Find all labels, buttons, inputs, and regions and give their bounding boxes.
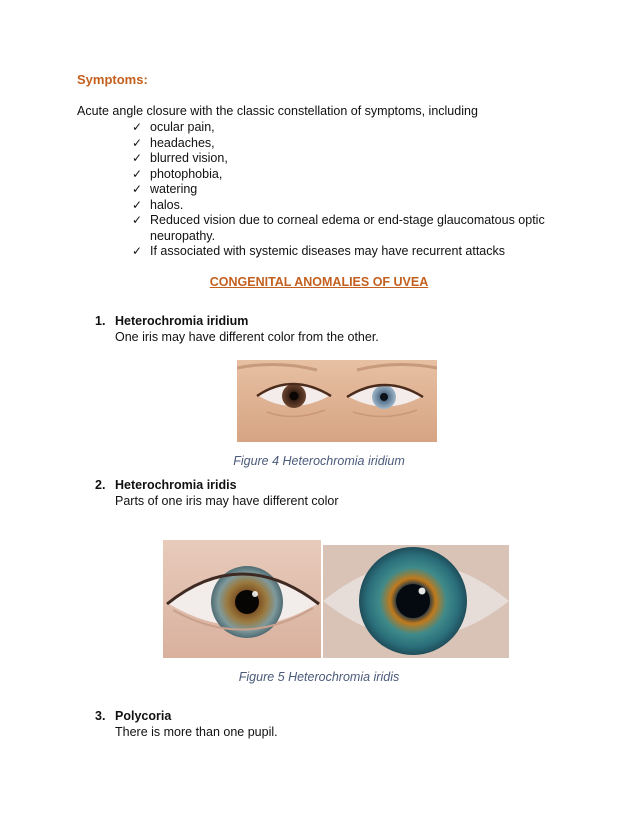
anomaly-item-1 — [95, 314, 615, 344]
check-icon: ✓ — [132, 197, 143, 212]
check-icon: ✓ — [132, 151, 143, 165]
item-title: Heterochromia iridium — [115, 314, 249, 328]
list-item: ✓ Reduced vision due to corneal edema or end-stage glaucomatous optic neuropathy. — [132, 213, 545, 243]
figure-5-image-left — [163, 540, 321, 658]
figure-4-caption: Figure 4 Heterochromia iridium — [233, 454, 405, 468]
list-item: ✓ ocular pain, — [132, 120, 215, 134]
figure-5-caption: Figure 5 Heterochromia iridis — [238, 670, 400, 684]
item-title: Polycoria — [115, 709, 172, 723]
item-number: 1. — [95, 314, 106, 328]
item-number: 2. — [95, 478, 106, 492]
list-item: ✓ If associated with systemic diseases may have recurrent attacks — [132, 244, 506, 258]
section-title: CONGENITAL ANOMALIES OF UVEA — [209, 275, 429, 289]
symptoms-intro: Acute angle closure with the classic constellation of symptoms, including — [77, 104, 478, 118]
item-description: One iris may have different color from the other. — [115, 330, 379, 344]
check-icon: ✓ — [132, 182, 143, 196]
figure-4-image — [237, 360, 437, 442]
list-item: ✓ watering — [132, 182, 198, 196]
check-icon: ✓ — [132, 213, 143, 227]
list-item: ✓ halos. — [132, 197, 184, 212]
check-icon: ✓ — [132, 166, 143, 181]
symptoms-list — [132, 120, 562, 260]
check-icon: ✓ — [132, 120, 143, 134]
item-description: Parts of one iris may have different color — [115, 494, 339, 508]
item-number: 3. — [95, 709, 106, 723]
symptoms-heading: Symptoms: — [77, 72, 148, 87]
list-item: ✓ blurred vision, — [132, 151, 228, 165]
item-description: There is more than one pupil. — [115, 725, 278, 739]
check-icon: ✓ — [132, 244, 143, 258]
item-title: Heterochromia iridis — [115, 478, 237, 492]
list-item: ✓ headaches, — [132, 135, 215, 150]
check-icon: ✓ — [132, 135, 143, 150]
anomaly-item-3 — [95, 709, 615, 739]
figure-5-image-right — [323, 545, 509, 658]
anomaly-item-2 — [95, 478, 615, 508]
list-item: ✓ photophobia, — [132, 166, 223, 181]
